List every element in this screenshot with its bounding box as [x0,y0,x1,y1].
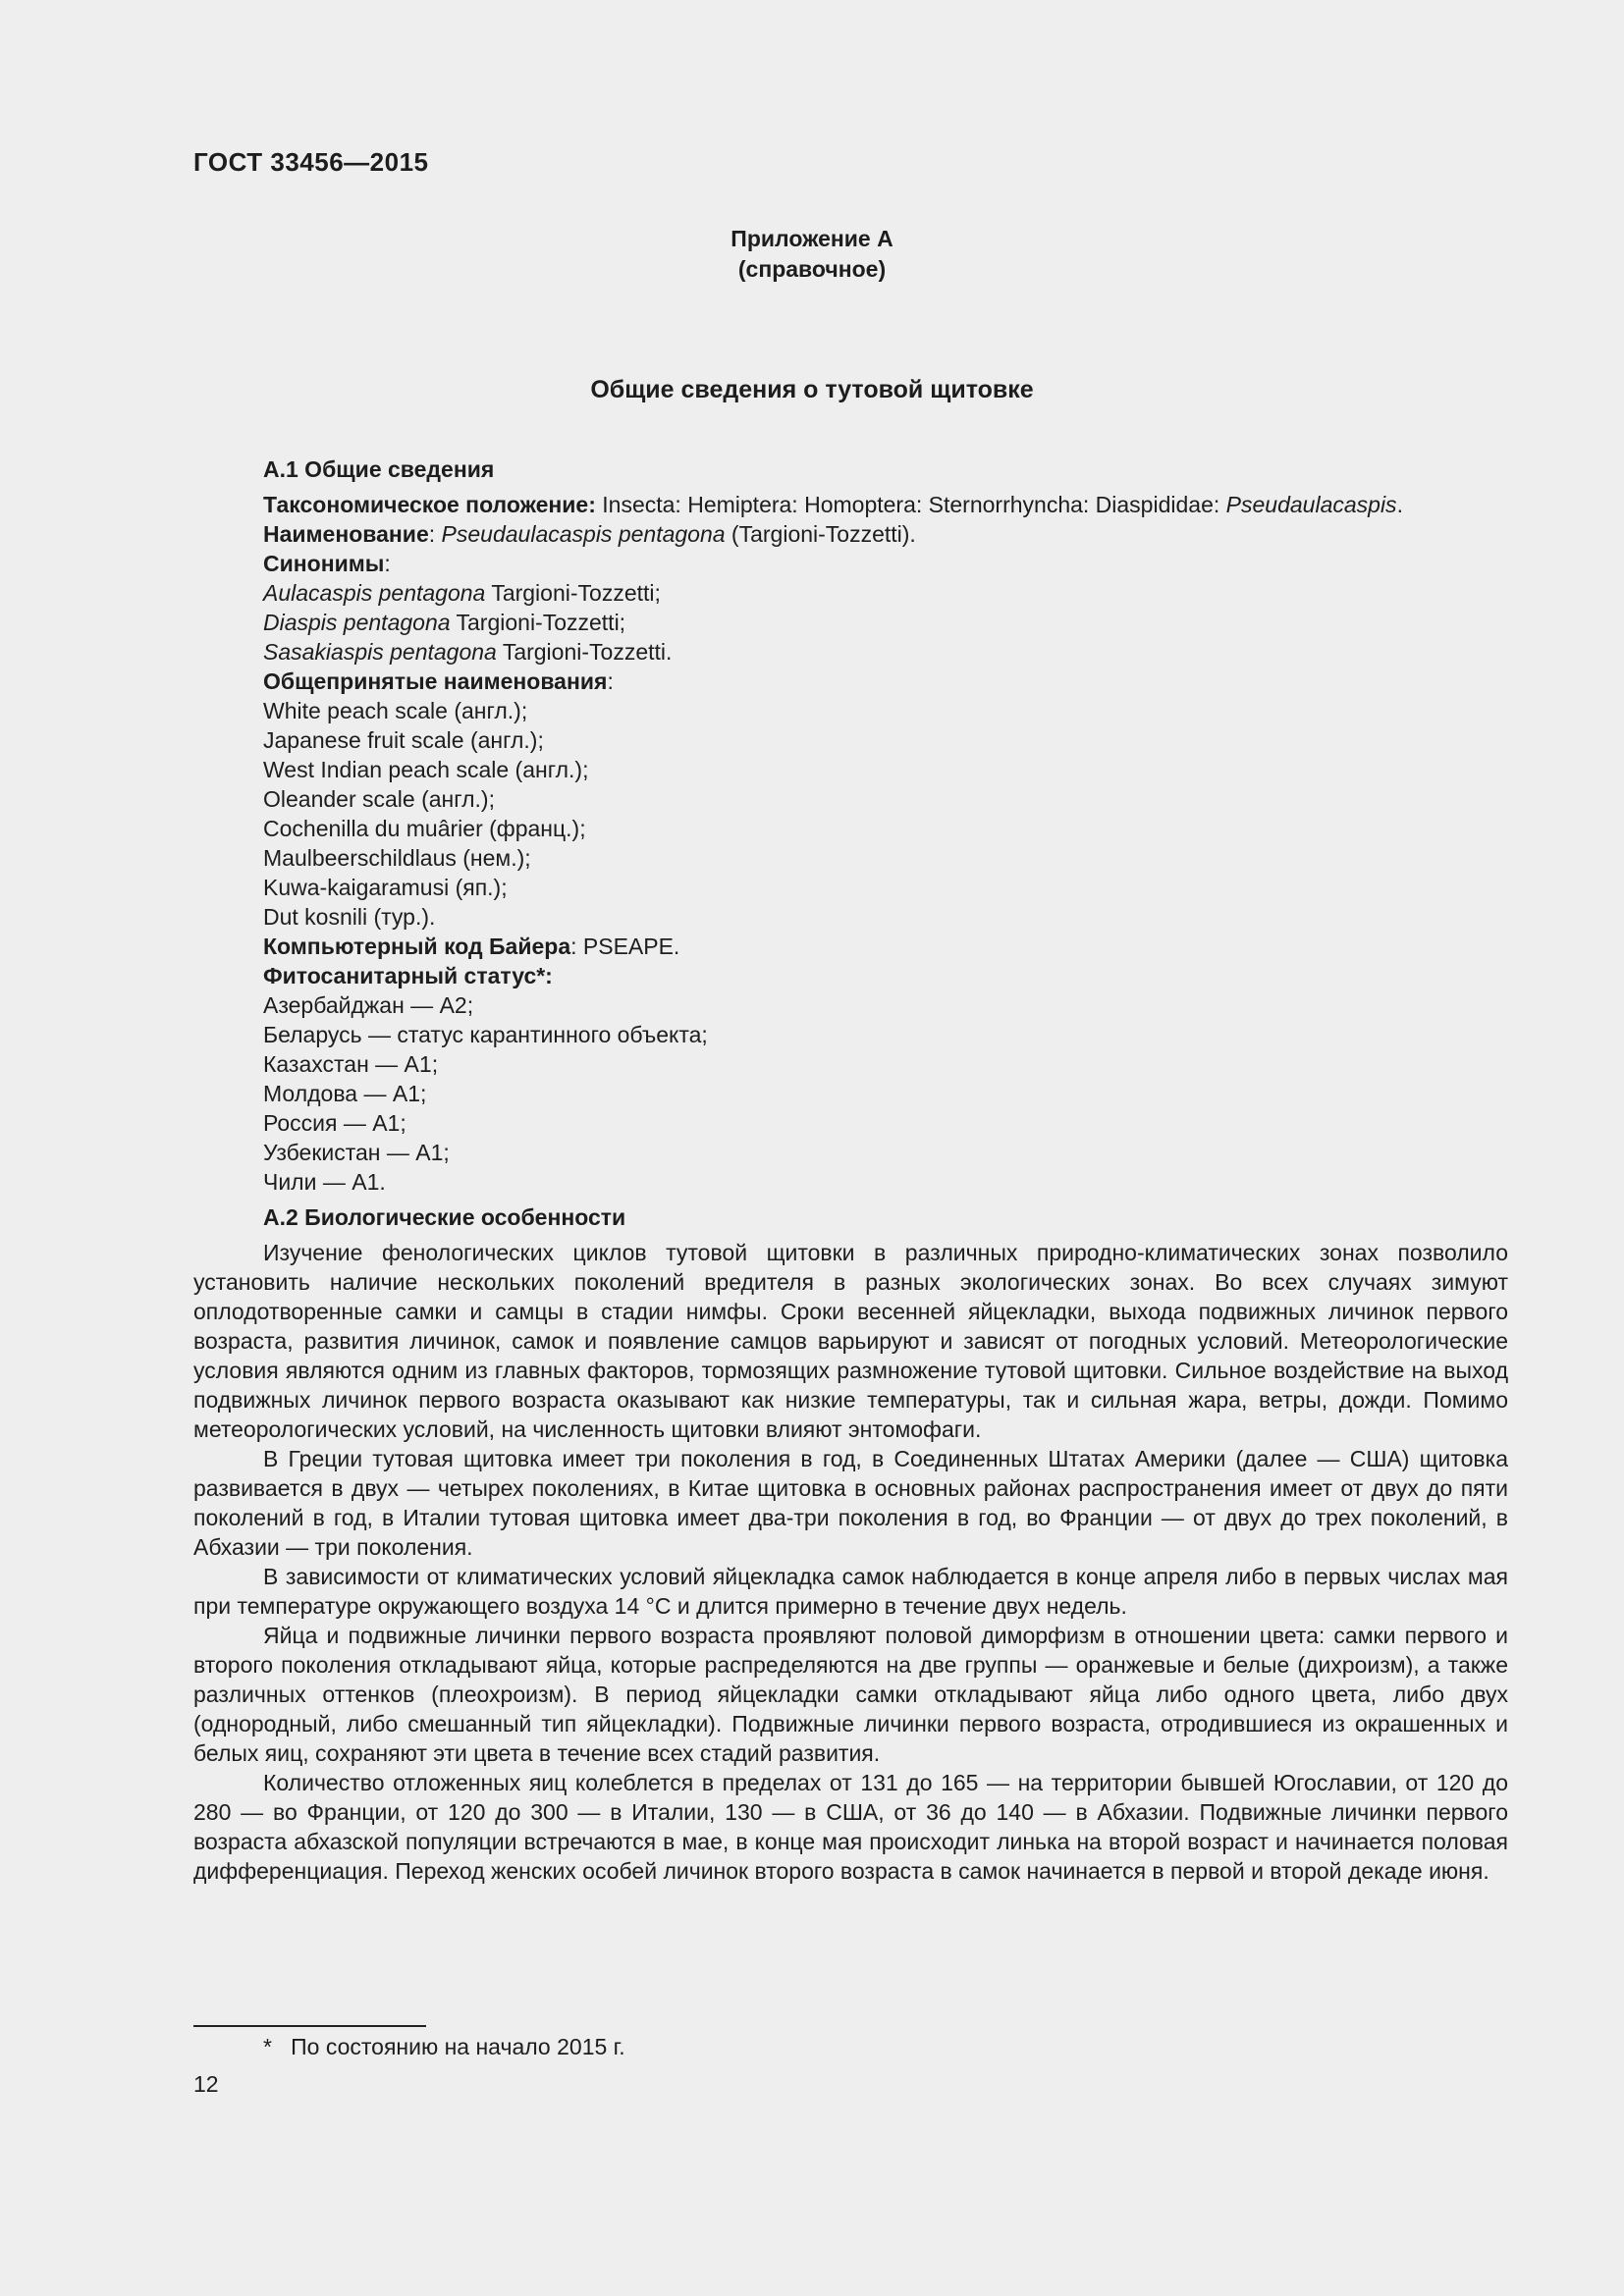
phyto-status-item: Азербайджан — А2; [263,992,474,1018]
phyto-status-item: Россия — А1; [263,1110,406,1136]
taxonomy-end: . [1396,492,1403,517]
synonyms-label: Синонимы [263,551,385,576]
common-name-item: Dut kosnili (тур.). [263,904,436,930]
synonym-author: Targioni-Tozzetti. [496,639,673,665]
common-name-item: Kuwa-kaigaramusi (яп.); [263,875,508,900]
synonym-item [193,637,1508,667]
appendix-title: Приложение А [731,226,893,251]
footnote-mark: * [263,2034,272,2059]
common-name-item: West Indian peach scale (англ.); [263,757,589,782]
phyto-status-item: Узбекистан — А1; [263,1140,450,1165]
common-name-item: White peach scale (англ.); [263,698,528,723]
section-a1-heading: А.1 Общие сведения [263,456,495,482]
taxonomy-text: Insecta: Hemiptera: Homoptera: Sternorrhyncha: Diaspididae: [595,492,1226,517]
paragraph: Изучение фенологических циклов тутовой щитовки в различных природно-климатических зонах позволило установить наличие нескольких поколений вредителя в разных экологических зонах. Во всех случаях зимуют оплодотворенные самки и самцы в стадии нимфы. Сроки весенней яйцекладки, выхода подвижных личинок первого возраста, развития личинок, самок и появление самцов варьируют и зависят от погодных условий. Метеорологические условия являются одним из главных факторов, тормозящих размножение тутовой щитовки. Сильное воздействие на выход подвижных личинок первого возраста оказывают как низкие температуры, так и сильная жара, ветры, дожди. Помимо метеорологических условий, на численность щитовки влияют энтомофаги. [193,1240,1508,1442]
paragraph: В Греции тутовая щитовка имеет три поколения в год, в Соединенных Штатах Америки (далее — США) щитовка развивается в двух — четырех поколениях, в Китае щитовка в основных районах распространения имеет от двух до пяти поколений в год, в Италии тутовая щитовка имеет два-три поколения в год, во Франции — от двух до трех поколений, в Абхазии — три поколения. [193,1446,1508,1560]
phyto-status-item: Казахстан — А1; [263,1051,439,1077]
footnote-divider [193,2025,426,2027]
name-separator: : [428,521,442,547]
synonym-item [193,578,1508,608]
common-names-label: Общепринятые наименования [263,668,608,694]
common-names-colon: : [607,668,614,694]
paragraph: Количество отложенных яиц колеблется в пределах от 131 до 165 — на территории бывшей Югославии, от 120 до 280 — во Франции, от 120 до 300 — в Италии, 130 — в США, от 36 до 140 — в Абхазии. Подвижные личинки первого возраста абхазской популяции встречаются в мае, в конце мая происходит линька на второй возраст и начинается половая дифференциация. Переход женских особей личинок второго возраста в самок начинается в первой и второй декаде июня. [193,1770,1508,1884]
phyto-status-item: Молдова — А1; [263,1081,427,1106]
phyto-status-item: Беларусь — статус карантинного объекта; [263,1022,708,1047]
footnote [263,2032,625,2061]
common-name-item: Japanese fruit scale (англ.); [263,727,544,753]
taxonomy-label: Таксономическое положение: [263,492,596,517]
phyto-status-line [193,961,1508,990]
appendix-subtitle: (справочное) [737,256,887,282]
synonym-species: Aulacaspis pentagona [263,580,486,606]
common-name-item: Cochenilla du muârier (франц.); [263,816,586,841]
section-a2-heading: А.2 Биологические особенности [263,1204,626,1230]
document-code: ГОСТ 33456—2015 [193,147,429,177]
footnote-text: По состоянию на начало 2015 г. [291,2034,625,2059]
paragraph: Яйца и подвижные личинки первого возраста проявляют половой диморфизм в отношении цвета: самки первого и второго поколения откладывают яйца, которые распределяются на две группы — оранжевые и белые (дихроизм), а также различных оттенков (плеохроизм). В период яйцекладки самки откладывают яйца либо одного цвета, либо двух (однородный, либо смешанный тип яйцекладки). Подвижные личинки первого возраста, отродившиеся из окрашенных и белых яиц, сохраняют эти цвета в течение всех стадий развития. [193,1623,1508,1766]
synonym-species: Sasakiaspis pentagona [263,639,497,665]
appendix-heading [0,224,1624,285]
synonym-author: Targioni-Tozzetti; [450,610,626,635]
paragraph: В зависимости от климатических условий яйцекладка самок наблюдается в конце апреля либо в первых числах мая при температуре окружающего воздуха 14 °С и длится примерно в течение двух недель. [193,1564,1508,1619]
common-names-line [193,667,1508,696]
synonyms-colon: : [384,551,391,576]
name-author: (Targioni-Tozzetti). [725,521,916,547]
phyto-status-label: Фитосанитарный статус*: [263,963,553,988]
bayer-code-line [193,932,1508,961]
name-line [193,519,1508,549]
name-label: Наименование [263,521,429,547]
document-body [193,454,1508,1886]
phyto-status-item: Чили — А1. [263,1169,386,1195]
synonym-author: Targioni-Tozzetti; [485,580,661,606]
document-title: Общие сведения о тутовой щитовке [590,376,1034,403]
page-number: 12 [193,2071,219,2097]
bayer-code-value: : PSEAPE. [570,934,680,959]
synonyms-line [193,549,1508,578]
bayer-code-label: Компьютерный код Байера [263,934,571,959]
synonym-species: Diaspis pentagona [263,610,451,635]
common-name-item: Oleander scale (англ.); [263,786,495,812]
synonym-item [193,608,1508,637]
name-species: Pseudaulacaspis pentagona [441,521,726,547]
taxonomy-line [193,490,1508,519]
taxonomy-genus: Pseudaulacaspis [1225,492,1397,517]
common-name-item: Maulbeerschildlaus (нем.); [263,845,531,871]
